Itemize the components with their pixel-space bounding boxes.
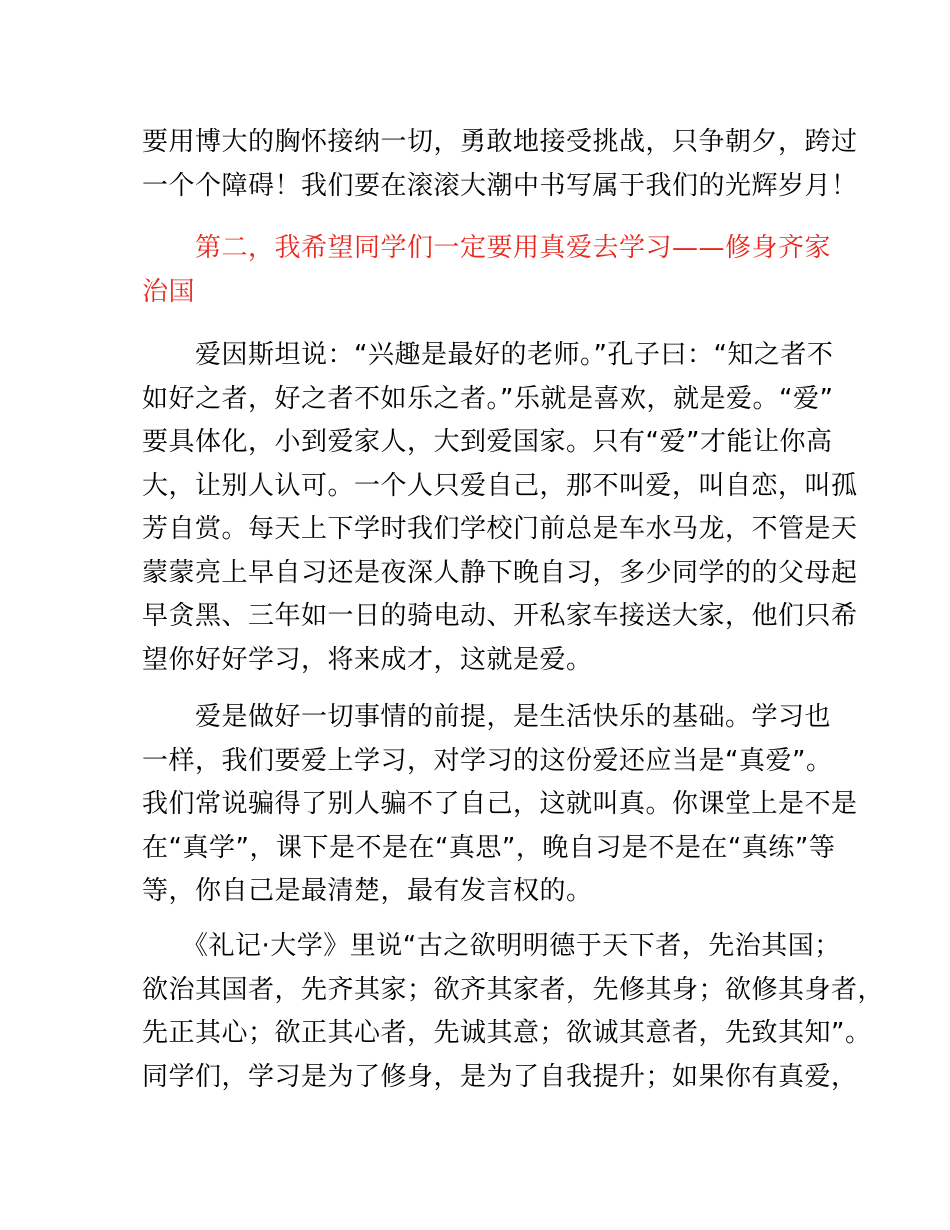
heading-line: 治国 (142, 276, 196, 307)
paragraph-5 (142, 925, 885, 1099)
text-line: 爱是做好一切事情的前提，是生活快乐的基础。学习也 (142, 702, 832, 732)
paragraph-4 (142, 696, 858, 914)
heading-line: 第二，我希望同学们一定要用真爱去学习——修身齐家 (142, 233, 832, 263)
text-line: 在“真学”，课下是不是在“真思”，晚自习是不是在“真练”等 (142, 832, 836, 863)
text-line: 《礼记·大学》里说“古之欲明明德于天下者，先治其国； (142, 931, 841, 961)
text-line: 一个个障碍！我们要在滚滚大潮中书写属于我们的光辉岁月！ (142, 170, 858, 201)
text-line: 我们常说骗得了别人骗不了自己，这就叫真。你课堂上是不是 (142, 789, 858, 819)
text-line: 望你好好学习，将来成才，这就是爱。 (142, 644, 593, 675)
text-line: 爱因斯坦说：“兴趣是最好的老师。”孔子曰：“知之者不 (142, 340, 834, 370)
text-line: 要用博大的胸怀接纳一切，勇敢地接受挑战，只争朝夕，跨过 (142, 127, 858, 157)
paragraph-3 (142, 334, 858, 682)
text-line: 一样，我们要爱上学习，对学习的这份爱还应当是“真爱”。 (142, 745, 833, 776)
text-line: 等，你自己是最清楚，最有发言权的。 (142, 876, 593, 906)
text-line: 要具体化，小到爱家人，大到爱国家。只有“爱”才能让你高 (142, 427, 833, 457)
text-line: 欲治其国者，先齐其家；欲齐其家者，先修其身；欲修其身者， (142, 974, 885, 1005)
paragraph-1 (142, 121, 858, 208)
text-line: 先正其心；欲正其心者，先诚其意；欲诚其意者，先致其知”。 (142, 1018, 872, 1048)
text-line: 早贪黑、三年如一日的骑电动、开私家车接送大家，他们只希 (142, 601, 858, 631)
text-line: 同学们，学习是为了修身，是为了自我提升；如果你有真爱， (142, 1061, 858, 1092)
text-line: 芳自赏。每天上下学时我们学校门前总是车水马龙，不管是天 (142, 514, 858, 544)
text-line: 大，让别人认可。一个人只爱自己，那不叫爱，叫自恋，叫孤 (142, 470, 858, 501)
text-line: 蒙蒙亮上早自习还是夜深人静下晚自习，多少同学的的父母起 (142, 557, 858, 588)
section-heading (142, 227, 832, 314)
text-line: 如好之者，好之者不如乐之者。”乐就是喜欢，就是爱。“爱” (142, 383, 834, 414)
